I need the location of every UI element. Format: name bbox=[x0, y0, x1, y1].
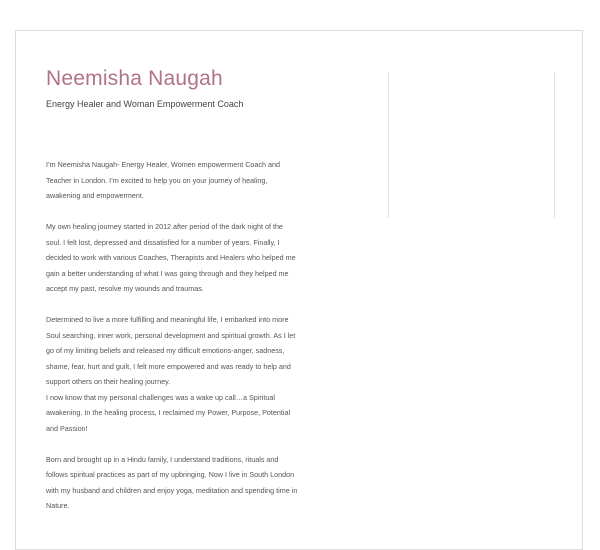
bio-line: support others on their healing journey. bbox=[46, 377, 171, 386]
bio-section bbox=[46, 157, 336, 529]
bio-line: Teacher in London. I’m excited to help you on your journey of healing, bbox=[46, 175, 268, 185]
bio-line: Nature. bbox=[46, 501, 70, 510]
bio-line: accept my past, resolve my wounds and traumas. bbox=[46, 284, 204, 293]
bio-line: I now know that my personal challenges was a wake up call…a Spiritual bbox=[46, 392, 275, 402]
bio-line: gain a better understanding of what I was going through and they helped me bbox=[46, 268, 289, 278]
bio-paragraph-intro bbox=[46, 157, 336, 204]
bio-paragraph-growth bbox=[46, 312, 336, 436]
column-divider-left bbox=[388, 72, 389, 218]
profile-name: Neemisha Naugah bbox=[46, 67, 223, 90]
bio-line: awakening and empowerment. bbox=[46, 191, 144, 200]
column-divider-right bbox=[554, 72, 555, 218]
bio-line: and Passion! bbox=[46, 423, 88, 433]
bio-line: Determined to live a more fulfilling and meaningful life, I embarked into more bbox=[46, 315, 289, 324]
bio-line: go of my limiting beliefs and released my difficult emotions-anger, sadness, bbox=[46, 346, 285, 355]
bio-line: awakening. In the healing process, I reclaimed my Power, Purpose, Potential bbox=[46, 408, 291, 417]
bio-line: shame, fear, hurt and guilt, I felt more empowered and was ready to help and bbox=[46, 361, 291, 371]
bio-line: soul. I felt lost, depressed and dissatisfied for a number of years. Finally, I bbox=[46, 237, 280, 247]
bio-paragraph-background bbox=[46, 452, 336, 514]
profile-subtitle: Energy Healer and Woman Empowerment Coach bbox=[46, 99, 244, 109]
bio-line: decided to work with various Coaches, Therapists and Healers who helped me bbox=[46, 253, 296, 262]
bio-line: Soul searching, inner work, personal development and spiritual growth. As I let bbox=[46, 330, 296, 340]
bio-line: with my husband and children and enjoy yoga, meditation and spending time in bbox=[46, 485, 298, 495]
bio-line: My own healing journey started in 2012 after period of the dark night of the bbox=[46, 222, 283, 231]
bio-line: Born and brought up in a Hindu family, I understand traditions, rituals and bbox=[46, 454, 279, 464]
profile-card bbox=[15, 30, 583, 550]
bio-line: follows spiritual practices as part of my upbringing. Now I live in South London bbox=[46, 470, 295, 479]
bio-paragraph-journey bbox=[46, 219, 336, 297]
bio-line: I’m Neemisha Naugah- Energy Healer, Women empowerment Coach and bbox=[46, 160, 280, 169]
